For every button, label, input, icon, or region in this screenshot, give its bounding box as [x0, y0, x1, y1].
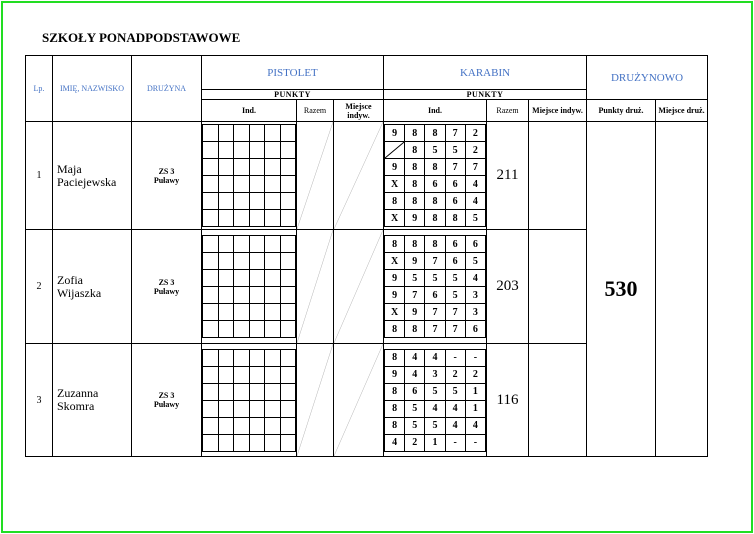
pistolet-score-cell — [280, 434, 296, 451]
pistolet-score-cell — [203, 287, 219, 304]
pistolet-score-cell — [265, 159, 281, 176]
pistolet-score-cell — [234, 270, 250, 287]
karabin-score-cell: X — [385, 304, 405, 321]
pistolet-score-cell — [265, 287, 281, 304]
pistolet-score-cell — [249, 287, 265, 304]
pistolet-razem: Razem — [297, 100, 334, 122]
pistolet-score-cell — [218, 125, 234, 142]
pistolet-score-cell — [265, 176, 281, 193]
pistolet-score-cell — [218, 400, 234, 417]
karabin-razem-value: 116 — [487, 344, 529, 457]
karabin-score-cell: X — [385, 176, 405, 193]
karabin-score-cell: 8 — [385, 321, 405, 338]
pistolet-score-cell — [265, 349, 281, 366]
pistolet-score-cell — [280, 193, 296, 210]
karabin-score-cell: - — [465, 349, 485, 366]
pistolet-score-cell — [249, 253, 265, 270]
karabin-score-cell: 8 — [405, 193, 425, 210]
pistolet-score-cell — [218, 159, 234, 176]
karabin-score-cell: 5 — [425, 383, 445, 400]
pistolet-score-cell — [249, 349, 265, 366]
karabin-score-cell: 6 — [445, 236, 465, 253]
pistolet-score-cell — [203, 383, 219, 400]
karabin-score-cell: 9 — [405, 304, 425, 321]
pistolet-score-cell — [218, 210, 234, 227]
karabin-score-cell: 6 — [465, 236, 485, 253]
karabin-score-cell: 7 — [445, 125, 465, 142]
pistolet-score-cell — [218, 434, 234, 451]
pistolet-score-cell — [203, 434, 219, 451]
karabin-miejsce-value — [529, 344, 587, 457]
pistolet-score-cell — [234, 349, 250, 366]
karabin-score-cell: 9 — [385, 287, 405, 304]
karabin-score-cell: 4 — [385, 434, 405, 451]
pistolet-score-cell — [265, 193, 281, 210]
karabin-score-cell: 8 — [385, 349, 405, 366]
karabin-score-cell: 8 — [385, 193, 405, 210]
pistolet-score-cell — [234, 142, 250, 159]
pistolet-score-cell — [280, 383, 296, 400]
karabin-score-cell: 7 — [445, 159, 465, 176]
pistolet-score-cell — [203, 270, 219, 287]
karabin-score-cell: 7 — [445, 321, 465, 338]
row-lp: 1 — [26, 122, 53, 230]
karabin-score-cell: 1 — [425, 434, 445, 451]
pistolet-score-cell — [234, 287, 250, 304]
karabin-score-cell: 6 — [425, 176, 445, 193]
pistolet-score-cell — [234, 304, 250, 321]
row-name: Zuzanna Skomra — [53, 344, 132, 457]
pistolet-score-cell — [249, 159, 265, 176]
karabin-score-cell: 8 — [425, 236, 445, 253]
karabin-ind-grid — [384, 344, 487, 457]
pistolet-score-cell — [218, 193, 234, 210]
karabin-score-cell: 2 — [465, 366, 485, 383]
pistolet-score-cell — [203, 176, 219, 193]
pistolet-score-cell — [203, 349, 219, 366]
pistolet-score-cell — [203, 159, 219, 176]
karabin-score-cell: 6 — [445, 176, 465, 193]
karabin-score-cell: 7 — [425, 321, 445, 338]
group-druzynowo: DRUŻYNOWO — [587, 56, 708, 100]
pistolet-score-cell — [249, 417, 265, 434]
karabin-score-cell: 6 — [425, 287, 445, 304]
pistolet-score-cell — [265, 434, 281, 451]
pistolet-score-cell — [218, 349, 234, 366]
pistolet-score-cell — [203, 125, 219, 142]
karabin-ind-grid — [384, 122, 487, 230]
pistolet-score-cell — [234, 400, 250, 417]
team-place-header: Miejsce druż. — [656, 100, 708, 122]
karabin-score-cell: 5 — [425, 417, 445, 434]
karabin-score-cell: 2 — [445, 366, 465, 383]
karabin-score-cell: 6 — [405, 383, 425, 400]
team-place-value — [656, 122, 708, 457]
karabin-score-cell: 5 — [405, 417, 425, 434]
pistolet-score-cell — [265, 270, 281, 287]
pistolet-score-cell — [249, 366, 265, 383]
pistolet-score-cell — [265, 236, 281, 253]
karabin-score-cell: 2 — [465, 125, 485, 142]
pistolet-score-cell — [280, 176, 296, 193]
karabin-score-cell: 7 — [425, 304, 445, 321]
karabin-score-cell: 7 — [465, 159, 485, 176]
row-name: Zofia Wijaszka — [53, 230, 132, 344]
pistolet-score-cell — [265, 383, 281, 400]
pistolet-score-cell — [203, 417, 219, 434]
karabin-miejsce-value — [529, 122, 587, 230]
pistolet-score-cell — [280, 270, 296, 287]
karabin-score-cell: 5 — [445, 287, 465, 304]
results-table — [25, 55, 708, 457]
pistolet-score-cell — [218, 383, 234, 400]
pistolet-score-cell — [280, 236, 296, 253]
pistolet-score-cell — [234, 125, 250, 142]
pistolet-score-cell — [265, 142, 281, 159]
pistolet-score-cell — [234, 193, 250, 210]
pistolet-ind-grid — [202, 230, 297, 344]
karabin-ind-grid — [384, 230, 487, 344]
karabin-score-cell: 3 — [425, 366, 445, 383]
pistolet-score-cell — [218, 142, 234, 159]
karabin-score-cell: - — [465, 434, 485, 451]
pistolet-score-cell — [249, 383, 265, 400]
pistolet-score-cell — [203, 321, 219, 338]
pistolet-score-cell — [265, 400, 281, 417]
pistolet-score-cell — [249, 270, 265, 287]
pistolet-miejsce-empty — [334, 122, 384, 230]
pistolet-score-cell — [203, 304, 219, 321]
karabin-score-cell: 4 — [405, 366, 425, 383]
karabin-score-cell: 4 — [405, 349, 425, 366]
karabin-score-cell: 8 — [445, 210, 465, 227]
page-title: SZKOŁY PONADPODSTAWOWE — [42, 30, 241, 45]
pistolet-score-cell — [249, 176, 265, 193]
karabin-score-cell: 8 — [405, 236, 425, 253]
karabin-score-cell: 4 — [425, 349, 445, 366]
karabin-score-cell: - — [445, 349, 465, 366]
karabin-score-cell: 2 — [465, 142, 485, 159]
row-team: ZS 3 Puławy — [132, 344, 202, 457]
pistolet-score-cell — [234, 417, 250, 434]
pistolet-score-cell — [249, 125, 265, 142]
karabin-score-cell: 5 — [425, 142, 445, 159]
karabin-score-cell: 8 — [405, 142, 425, 159]
karabin-punkty: PUNKTY — [384, 90, 587, 100]
row-team: ZS 3 Puławy — [132, 122, 202, 230]
pistolet-score-cell — [218, 304, 234, 321]
karabin-score-cell: X — [385, 210, 405, 227]
karabin-score-cell: 7 — [445, 304, 465, 321]
karabin-score-cell: 5 — [465, 253, 485, 270]
karabin-score-cell: X — [385, 253, 405, 270]
karabin-score-cell: 3 — [465, 304, 485, 321]
pistolet-score-cell — [203, 253, 219, 270]
pistolet-score-cell — [234, 253, 250, 270]
karabin-score-cell: 2 — [405, 434, 425, 451]
karabin-ind: Ind. — [384, 100, 487, 122]
pistolet-score-cell — [280, 159, 296, 176]
karabin-score-cell: 8 — [385, 383, 405, 400]
pistolet-score-cell — [280, 349, 296, 366]
karabin-score-cell: 9 — [405, 253, 425, 270]
karabin-score-cell: 7 — [405, 287, 425, 304]
karabin-score-cell: 6 — [465, 321, 485, 338]
pistolet-score-cell — [265, 417, 281, 434]
pistolet-score-cell — [280, 400, 296, 417]
pistolet-score-cell — [265, 321, 281, 338]
karabin-score-cell: 4 — [465, 193, 485, 210]
pistolet-score-cell — [280, 287, 296, 304]
pistolet-score-cell — [265, 366, 281, 383]
pistolet-punkty: PUNKTY — [202, 90, 384, 100]
pistolet-score-cell — [203, 236, 219, 253]
pistolet-score-cell — [218, 321, 234, 338]
karabin-score-cell: 6 — [445, 253, 465, 270]
pistolet-score-cell — [203, 193, 219, 210]
karabin-score-cell: 5 — [445, 383, 465, 400]
karabin-score-cell: 6 — [445, 193, 465, 210]
pistolet-ind: Ind. — [202, 100, 297, 122]
pistolet-score-cell — [249, 142, 265, 159]
karabin-score-cell: - — [445, 434, 465, 451]
pistolet-score-cell — [280, 417, 296, 434]
pistolet-score-cell — [234, 383, 250, 400]
team-points-value: 530 — [587, 122, 656, 457]
karabin-score-cell: 9 — [385, 270, 405, 287]
karabin-score-cell: 4 — [465, 270, 485, 287]
karabin-score-cell: 8 — [405, 176, 425, 193]
karabin-score-cell: 8 — [405, 125, 425, 142]
pistolet-score-cell — [234, 366, 250, 383]
pistolet-razem-empty — [297, 230, 334, 344]
karabin-score-cell: 9 — [385, 159, 405, 176]
karabin-score-cell: 1 — [465, 383, 485, 400]
pistolet-razem-empty — [297, 122, 334, 230]
pistolet-score-cell — [218, 417, 234, 434]
pistolet-score-cell — [234, 236, 250, 253]
pistolet-score-cell — [234, 321, 250, 338]
pistolet-ind-grid — [202, 122, 297, 230]
pistolet-score-cell — [265, 125, 281, 142]
pistolet-score-cell — [265, 253, 281, 270]
karabin-score-cell: 7 — [425, 253, 445, 270]
karabin-score-cell: 4 — [445, 417, 465, 434]
pistolet-score-cell — [203, 366, 219, 383]
karabin-razem: Razem — [487, 100, 529, 122]
pistolet-score-cell — [203, 142, 219, 159]
pistolet-score-cell — [280, 210, 296, 227]
pistolet-score-cell — [249, 434, 265, 451]
pistolet-ind-grid — [202, 344, 297, 457]
col-lp: Lp. — [26, 56, 53, 122]
team-points-header: Punkty druż. — [587, 100, 656, 122]
pistolet-score-cell — [280, 366, 296, 383]
karabin-score-cell: 5 — [405, 400, 425, 417]
karabin-miejsce: Miejsce indyw. — [529, 100, 587, 122]
pistolet-score-cell — [218, 270, 234, 287]
karabin-razem-value: 203 — [487, 230, 529, 344]
pistolet-score-cell — [234, 434, 250, 451]
karabin-score-cell: 8 — [385, 400, 405, 417]
karabin-score-cell: 9 — [385, 366, 405, 383]
karabin-score-cell: 5 — [425, 270, 445, 287]
pistolet-score-cell — [218, 253, 234, 270]
pistolet-score-cell — [280, 253, 296, 270]
group-karabin: KARABIN — [384, 56, 587, 90]
pistolet-score-cell — [203, 210, 219, 227]
pistolet-score-cell — [249, 321, 265, 338]
pistolet-score-cell — [265, 304, 281, 321]
pistolet-score-cell — [203, 400, 219, 417]
row-lp: 3 — [26, 344, 53, 457]
pistolet-score-cell — [218, 366, 234, 383]
pistolet-score-cell — [249, 400, 265, 417]
karabin-miejsce-value — [529, 230, 587, 344]
pistolet-score-cell — [280, 321, 296, 338]
karabin-score-cell: 8 — [405, 159, 425, 176]
row-name: Maja Paciejewska — [53, 122, 132, 230]
karabin-score-cell: 8 — [385, 417, 405, 434]
row-team: ZS 3 Puławy — [132, 230, 202, 344]
karabin-score-cell: 5 — [465, 210, 485, 227]
pistolet-score-cell — [234, 210, 250, 227]
pistolet-score-cell — [249, 304, 265, 321]
karabin-score-cell: 9 — [405, 210, 425, 227]
karabin-score-cell: 4 — [445, 400, 465, 417]
karabin-score-cell: 9 — [385, 125, 405, 142]
pistolet-miejsce-empty — [334, 344, 384, 457]
pistolet-score-cell — [249, 210, 265, 227]
pistolet-score-cell — [280, 125, 296, 142]
karabin-score-cell: 4 — [425, 400, 445, 417]
pistolet-razem-empty — [297, 344, 334, 457]
karabin-score-cell: 8 — [385, 236, 405, 253]
pistolet-score-cell — [249, 236, 265, 253]
pistolet-score-cell — [234, 159, 250, 176]
col-name: IMIĘ, NAZWISKO — [53, 56, 132, 122]
karabin-score-cell: 4 — [465, 417, 485, 434]
pistolet-miejsce: Miejsce indyw. — [334, 100, 384, 122]
pistolet-score-cell — [280, 142, 296, 159]
group-pistolet: PISTOLET — [202, 56, 384, 90]
table-row — [26, 122, 708, 230]
karabin-score-cell: 3 — [465, 287, 485, 304]
karabin-score-cell: 8 — [405, 321, 425, 338]
karabin-score-cell: 1 — [465, 400, 485, 417]
karabin-score-cell: 5 — [445, 142, 465, 159]
karabin-score-cell: 5 — [445, 270, 465, 287]
col-team: DRUŻYNA — [132, 56, 202, 122]
pistolet-score-cell — [218, 287, 234, 304]
karabin-razem-value: 211 — [487, 122, 529, 230]
pistolet-score-cell — [249, 193, 265, 210]
karabin-score-cell: 8 — [425, 159, 445, 176]
karabin-score-cell: 5 — [405, 270, 425, 287]
karabin-score-cell: 4 — [465, 176, 485, 193]
karabin-score-cell: 8 — [425, 193, 445, 210]
pistolet-score-cell — [218, 176, 234, 193]
pistolet-score-cell — [234, 176, 250, 193]
karabin-score-cell: 8 — [425, 125, 445, 142]
row-lp: 2 — [26, 230, 53, 344]
pistolet-score-cell — [218, 236, 234, 253]
pistolet-score-cell — [280, 304, 296, 321]
karabin-score-cell: 8 — [425, 210, 445, 227]
pistolet-score-cell — [265, 210, 281, 227]
pistolet-miejsce-empty — [334, 230, 384, 344]
karabin-score-cell — [385, 142, 405, 159]
